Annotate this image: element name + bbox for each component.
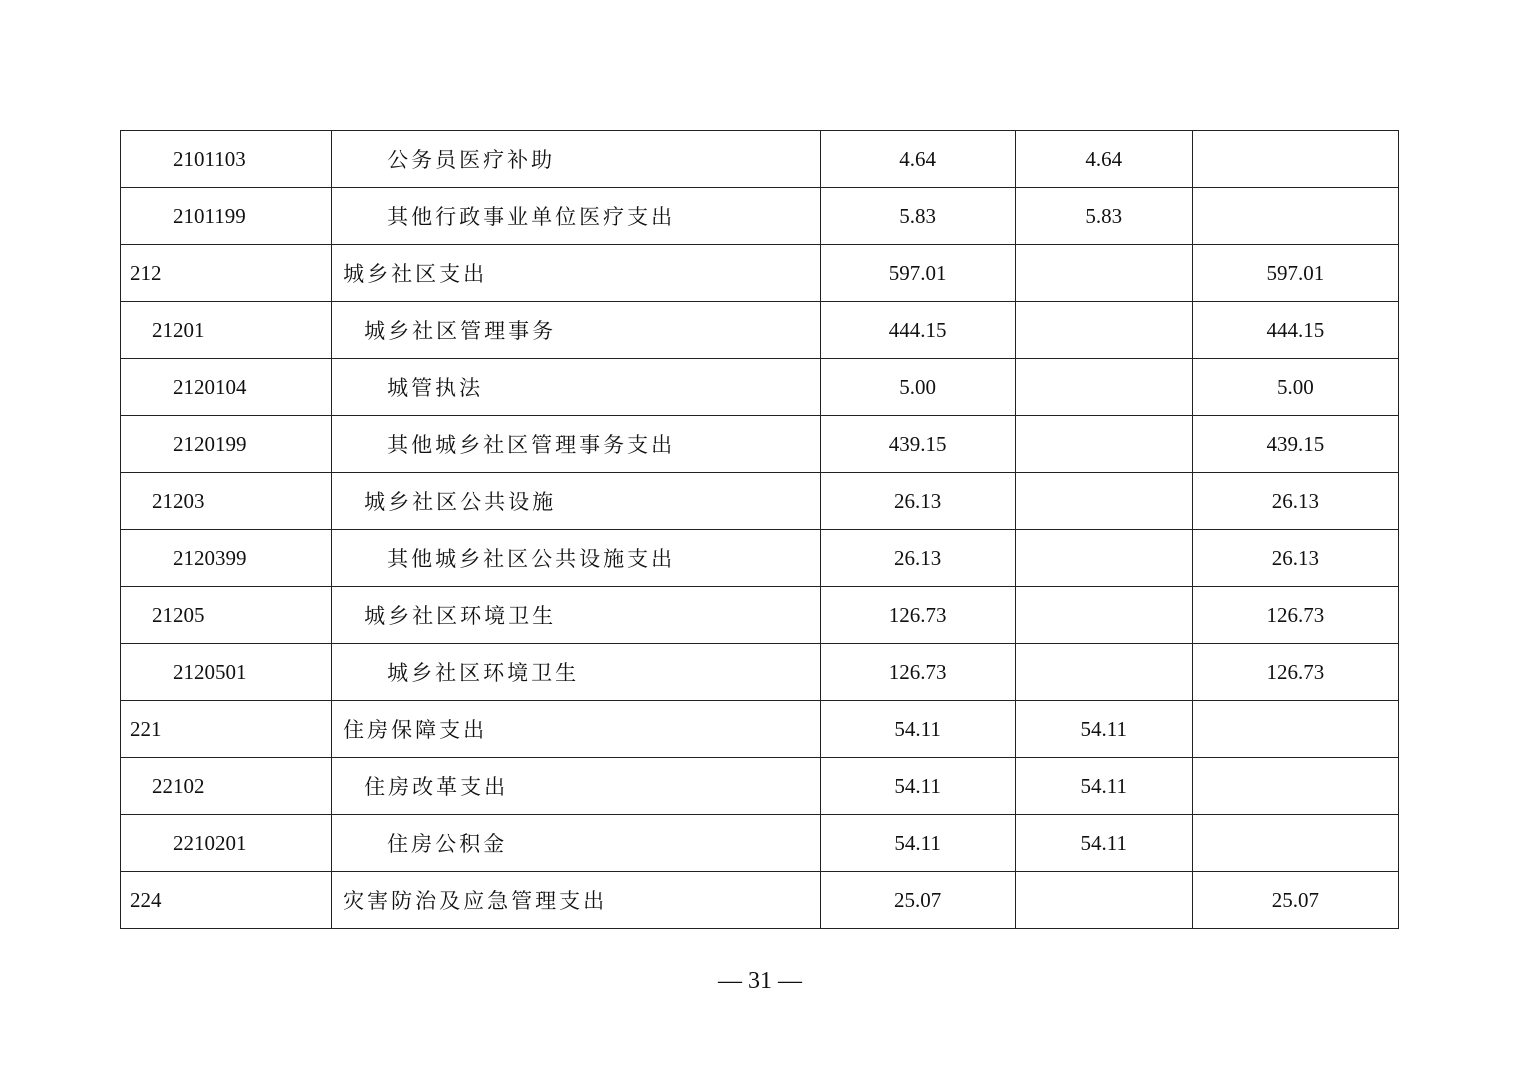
subject-name: 住房保障支出: [332, 701, 820, 758]
table-row: [121, 758, 1399, 815]
table-row: [121, 815, 1399, 872]
table-row: [121, 701, 1399, 758]
table-row: [121, 416, 1399, 473]
basic-amount: [1015, 302, 1192, 359]
subject-name: 灾害防治及应急管理支出: [332, 872, 820, 929]
subject-code: 22102: [121, 758, 332, 815]
basic-amount: [1015, 872, 1192, 929]
basic-amount: 54.11: [1015, 758, 1192, 815]
subject-code: 2101199: [121, 188, 332, 245]
total-amount: 439.15: [820, 416, 1015, 473]
table-row: [121, 872, 1399, 929]
table-row: [121, 359, 1399, 416]
total-amount: 26.13: [820, 473, 1015, 530]
basic-amount: [1015, 473, 1192, 530]
project-amount: [1192, 701, 1398, 758]
basic-amount: [1015, 587, 1192, 644]
basic-amount: [1015, 416, 1192, 473]
project-amount: [1192, 131, 1398, 188]
subject-name: 城乡社区环境卫生: [332, 587, 820, 644]
total-amount: 126.73: [820, 587, 1015, 644]
project-amount: [1192, 815, 1398, 872]
table-row: [121, 587, 1399, 644]
subject-name: 其他城乡社区公共设施支出: [332, 530, 820, 587]
subject-name: 住房改革支出: [332, 758, 820, 815]
subject-name: 其他行政事业单位医疗支出: [332, 188, 820, 245]
subject-code: 21203: [121, 473, 332, 530]
subject-code: 2120399: [121, 530, 332, 587]
budget-expenditure-table: [120, 130, 1399, 929]
subject-name: 住房公积金: [332, 815, 820, 872]
project-amount: 597.01: [1192, 245, 1398, 302]
basic-amount: 54.11: [1015, 815, 1192, 872]
total-amount: 25.07: [820, 872, 1015, 929]
basic-amount: [1015, 245, 1192, 302]
project-amount: 25.07: [1192, 872, 1398, 929]
total-amount: 126.73: [820, 644, 1015, 701]
total-amount: 54.11: [820, 815, 1015, 872]
basic-amount: 5.83: [1015, 188, 1192, 245]
total-amount: 54.11: [820, 701, 1015, 758]
table-row: [121, 245, 1399, 302]
total-amount: 26.13: [820, 530, 1015, 587]
subject-name: 城乡社区管理事务: [332, 302, 820, 359]
table-row: [121, 131, 1399, 188]
table-row: [121, 473, 1399, 530]
subject-code: 2210201: [121, 815, 332, 872]
subject-name: 公务员医疗补助: [332, 131, 820, 188]
subject-name: 城乡社区公共设施: [332, 473, 820, 530]
table-row: [121, 188, 1399, 245]
subject-code: 221: [121, 701, 332, 758]
subject-code: 2101103: [121, 131, 332, 188]
project-amount: 26.13: [1192, 530, 1398, 587]
project-amount: 126.73: [1192, 587, 1398, 644]
project-amount: 126.73: [1192, 644, 1398, 701]
subject-name: 城管执法: [332, 359, 820, 416]
basic-amount: [1015, 359, 1192, 416]
table-row: [121, 644, 1399, 701]
project-amount: 439.15: [1192, 416, 1398, 473]
total-amount: 5.83: [820, 188, 1015, 245]
subject-name: 城乡社区支出: [332, 245, 820, 302]
basic-amount: 54.11: [1015, 701, 1192, 758]
total-amount: 54.11: [820, 758, 1015, 815]
subject-code: 21201: [121, 302, 332, 359]
subject-code: 2120104: [121, 359, 332, 416]
project-amount: [1192, 188, 1398, 245]
subject-name: 其他城乡社区管理事务支出: [332, 416, 820, 473]
subject-code: 2120501: [121, 644, 332, 701]
total-amount: 444.15: [820, 302, 1015, 359]
table-row: [121, 302, 1399, 359]
subject-code: 212: [121, 245, 332, 302]
project-amount: 26.13: [1192, 473, 1398, 530]
project-amount: 5.00: [1192, 359, 1398, 416]
subject-code: 2120199: [121, 416, 332, 473]
subject-code: 21205: [121, 587, 332, 644]
total-amount: 4.64: [820, 131, 1015, 188]
basic-amount: 4.64: [1015, 131, 1192, 188]
basic-amount: [1015, 644, 1192, 701]
project-amount: [1192, 758, 1398, 815]
total-amount: 597.01: [820, 245, 1015, 302]
total-amount: 5.00: [820, 359, 1015, 416]
table-body: [121, 131, 1399, 929]
page-number: — 31 —: [718, 968, 802, 994]
project-amount: 444.15: [1192, 302, 1398, 359]
basic-amount: [1015, 530, 1192, 587]
table-row: [121, 530, 1399, 587]
subject-name: 城乡社区环境卫生: [332, 644, 820, 701]
subject-code: 224: [121, 872, 332, 929]
